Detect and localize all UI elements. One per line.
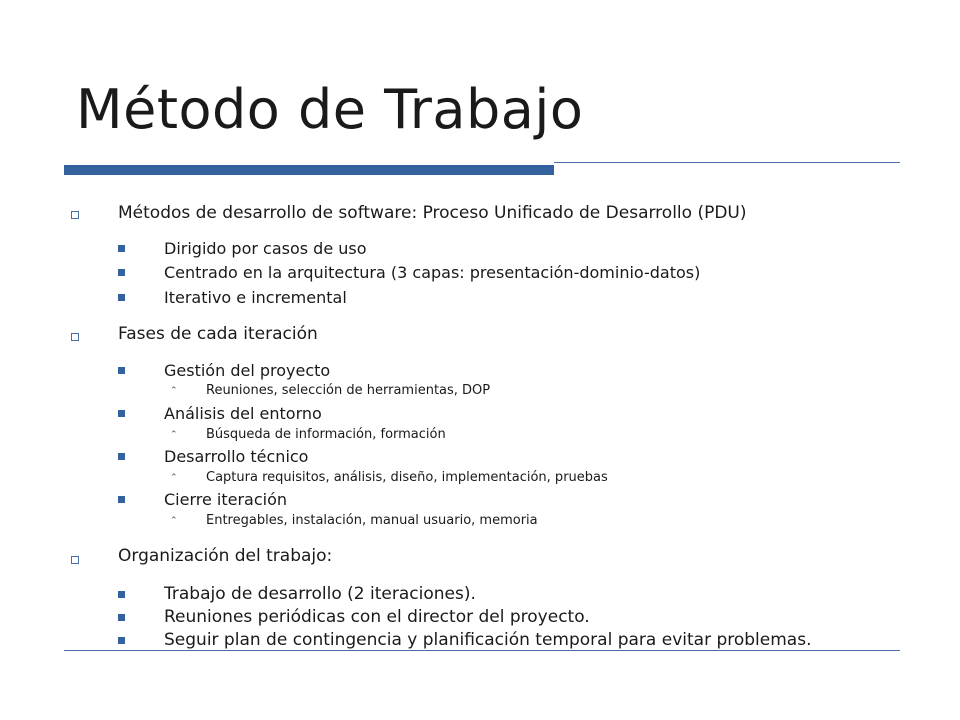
sub-item: Entregables, instalación, manual usuario, memoria (206, 513, 538, 528)
list-item: Desarrollo técnico (164, 447, 309, 466)
title-underline-rule (554, 162, 900, 163)
square-bullet-icon (118, 294, 125, 301)
square-bullet-icon (118, 410, 125, 417)
caret-up-icon: ⌃ (170, 386, 178, 396)
list-item: Análisis del entorno (164, 404, 322, 423)
section-heading: Organización del trabajo: (118, 546, 333, 566)
list-item: Trabajo de desarrollo (2 iteraciones). (164, 584, 476, 604)
list-item: Reuniones periódicas con el director del proyecto. (164, 607, 590, 627)
list-item: Seguir plan de contingencia y planificación temporal para evitar problemas. (164, 630, 812, 650)
title-underline-bar (64, 165, 554, 175)
square-bullet-icon (118, 367, 125, 374)
section-heading: Métodos de desarrollo de software: Proceso Unificado de Desarrollo (PDU) (118, 203, 747, 223)
hollow-square-bullet-icon (71, 556, 79, 564)
square-bullet-icon (118, 614, 125, 621)
square-bullet-icon (118, 496, 125, 503)
section-heading: Fases de cada iteración (118, 324, 318, 344)
square-bullet-icon (118, 591, 125, 598)
list-item: Iterativo e incremental (164, 288, 347, 307)
list-item: Centrado en la arquitectura (3 capas: presentación-dominio-datos) (164, 263, 701, 282)
square-bullet-icon (118, 269, 125, 276)
footer-rule (64, 650, 900, 651)
square-bullet-icon (118, 637, 125, 644)
caret-up-icon: ⌃ (170, 430, 178, 440)
square-bullet-icon (118, 453, 125, 460)
hollow-square-bullet-icon (71, 333, 79, 341)
sub-item: Búsqueda de información, formación (206, 427, 446, 442)
caret-up-icon: ⌃ (170, 473, 178, 483)
list-item: Cierre iteración (164, 490, 288, 509)
sub-item: Captura requisitos, análisis, diseño, implementación, pruebas (206, 470, 608, 485)
hollow-square-bullet-icon (71, 211, 79, 219)
square-bullet-icon (118, 245, 125, 252)
sub-item: Reuniones, selección de herramientas, DOP (206, 383, 491, 398)
slide-title: Método de Trabajo (76, 78, 584, 141)
caret-up-icon: ⌃ (170, 516, 178, 526)
list-item: Dirigido por casos de uso (164, 239, 367, 258)
list-item: Gestión del proyecto (164, 361, 331, 380)
